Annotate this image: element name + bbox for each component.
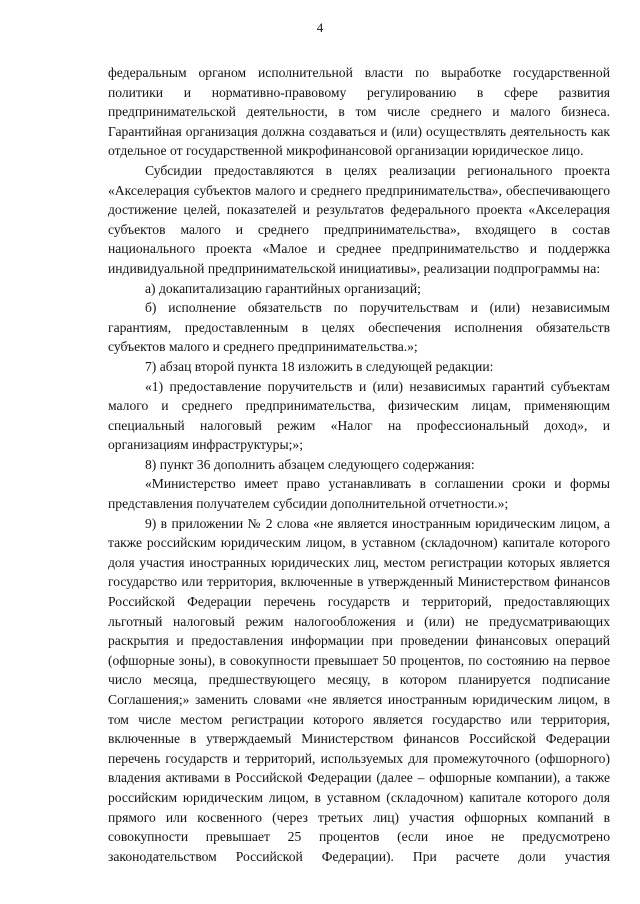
paragraph-amendment-9: 9) в приложении № 2 слова «не является иностранным юридическим лицом, а также российским юридическим лицом, в уставном (складочном) капитале которого доля участия иностранных юридических лиц, местом регистрации которых является государство или территория, включенные в утвержденный Министерством финансов Российской Федерации перечень государств и территорий, предоставляющих льготный налоговый режим налогообложения и (или) не предусматривающих раскрытия и предоставления информации при проведении финансовых операций (офшорные зоны), в совокупности превышает 50 процентов, по состоянию на первое число месяца, предшествующего месяцу, в котором планируется подписание Соглашения;» заменить словами «не является иностранным юридическим лицом, в том числе местом регистрации которого является государство или территория, включенные в утверждаемый Министерством финансов Российской Федерации перечень государств и территорий, используемых для промежуточного (офшорного) владения активами в Российской Федерации (далее – офшорные компании), а также российским юридическим лицом, в уставном (складочном) капитале которого доля прямого или косвенного (через третьих лиц) участия офшорных компаний в совокупности превышает 25 процентов (если иное не предусмотрено законодательством Российской Федерации). При расчете доли участия — [108, 515, 610, 864]
paragraph-amendment-8-text: «Министерство имеет право устанавливать в соглашении сроки и формы представления получателем субсидии дополнительной отчетности.»; — [108, 476, 610, 512]
paragraph-amendment-8: 8) пункт 36 дополнить абзацем следующего содержания: — [145, 456, 475, 472]
document-body — [108, 63, 610, 866]
paragraph-subsidies-purpose: Субсидии предоставляются в целях реализации регионального проекта «Акселерация субъектов малого и среднего предпринимательства», обеспечивающего достижение целей, показателей и результатов федерального проекта «Акселерация субъектов малого и среднего предпринимательства», входящего в состав национального проекта «Малое и среднее предпринимательство и поддержка индивидуальной предпринимательской инициативы», реализации подпрограммы на: — [108, 162, 610, 276]
paragraph-item-b: б) исполнение обязательств по поручительствам и (или) независимым гарантиям, предоставленным в целях обеспечения исполнения обязательств субъектов малого и среднего предпринимательства.»; — [108, 300, 610, 355]
paragraph-item-a: а) докапитализацию гарантийных организаций; — [145, 280, 421, 296]
paragraph-amendment-7-text: «1) предоставление поручительств и (или) независимых гарантий субъектам малого и среднего предпринимательства, физическим лицам, применяющим специальный налоговый режим «Налог на профессиональный доход», и организациям инфраструктуры;»; — [108, 378, 610, 453]
paragraph-intro: федеральным органом исполнительной власти по выработке государственной политики и нормативно-правовому регулированию в сфере развития предпринимательской деятельности, в том числе среднего и малого бизнеса. Гарантийная организация должна создаваться и (или) осуществлять деятельность как отдельное от государственной микрофинансовой организации юридическое лицо. — [108, 65, 610, 159]
paragraph-amendment-7: 7) абзац второй пункта 18 изложить в следующей редакции: — [145, 358, 494, 374]
page-number: 4 — [316, 20, 324, 35]
